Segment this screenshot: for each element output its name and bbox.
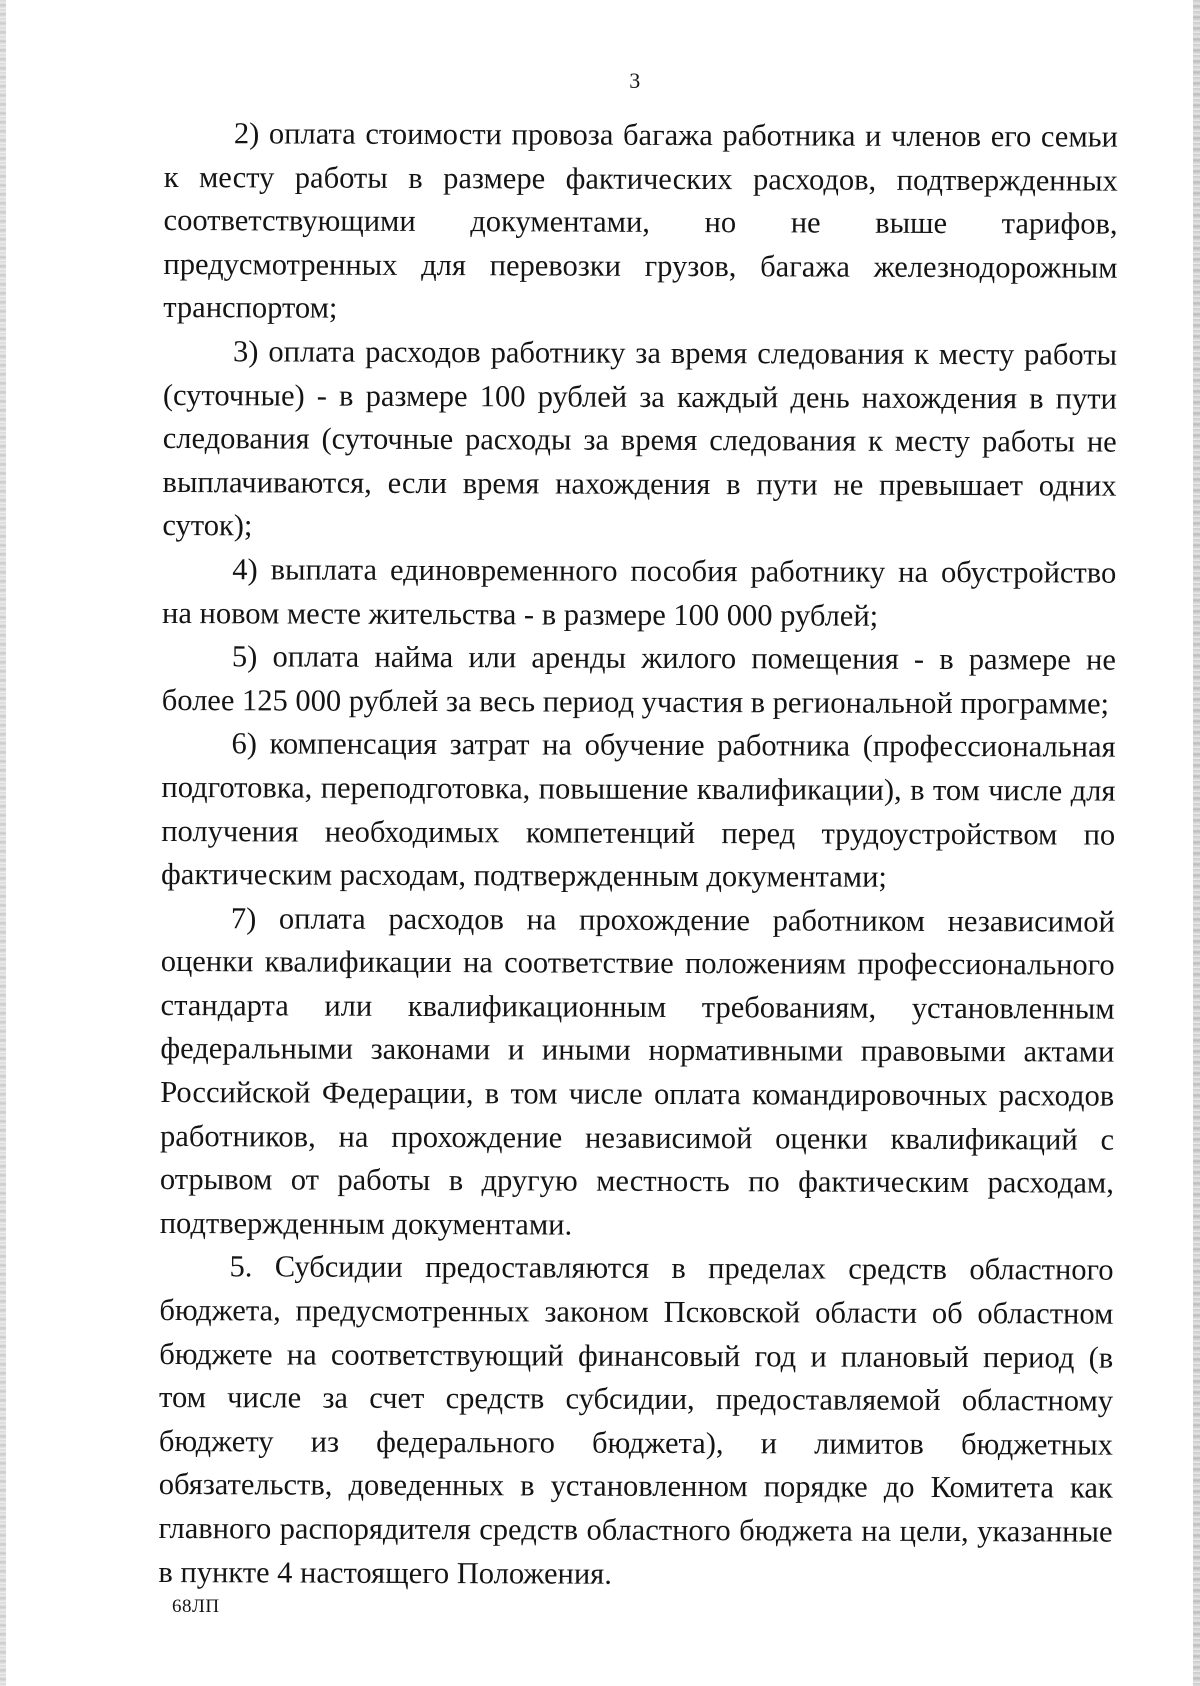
scan-left-edge	[0, 0, 6, 1686]
scan-right-edge	[1193, 0, 1200, 1686]
paragraph-item-7: 7) оплата расходов на прохождение работником независимой оценки квалификации на соответствие положениям профессионального стандарта или квалификационным требованиям, установленным федеральными законами и иными нормативными правовыми актами Российской Федерации, в том числе оплата командировочных расходов работников, на прохождение независимой оценки квалификаций с отрывом от работы в другую местность по фактическим расходам, подтвержденным документами.	[159, 900, 1115, 1242]
paragraph-item-5: 5) оплата найма или аренды жилого помещения - в размере не более 125 000 рублей за весь период участия в региональной программе;	[161, 639, 1116, 721]
paragraph-item-4: 4) выплата единовременного пособия работнику на обустройство на новом месте жительства - в размере 100 000 рублей;	[162, 552, 1117, 633]
page-number: 3	[629, 68, 641, 93]
paragraph-item-3: 3) оплата расходов работнику за время следования к месту работы (суточные) - в размере 100 рублей за каждый день нахождения в пути следования (суточные расходы за время следования к месту работы не выплачиваются, если время нахождения в пути не превышает одних суток);	[162, 334, 1118, 543]
document-code: 68ЛП	[172, 1596, 220, 1617]
paragraph-item-6: 6) компенсация затрат на обучение работника (профессиональная подготовка, переподготовка, повышение квалификации), в том числе для получения необходимых компетенций перед трудоустройством по фактическим расходам, подтвержденным документами;	[161, 726, 1116, 894]
paragraph-clause-5: 5. Субсидии предоставляются в пределах средств областного бюджета, предусмотренных законом Псковской области об областном бюджете на соответствующий финансовый год и плановый период (в том числе за счет средств субсидии, предоставляемой областному бюджету из федерального бюджета), и лимитов бюджетных обязательств, доведенных в установленном порядке до Комитета как главного распорядителя средств областного бюджета на цели, указанные в пункте 4 настоящего Положения.	[158, 1249, 1114, 1591]
document-body	[158, 112, 1118, 1598]
paragraph-item-2: 2) оплата стоимости провоза багажа работника и членов его семьи к месту работы в размере фактических расходов, подтвержденных соответствующими документами, но не выше тарифов, предусмотренных для перевозки грузов, багажа железнодорожным транспортом;	[163, 116, 1118, 326]
